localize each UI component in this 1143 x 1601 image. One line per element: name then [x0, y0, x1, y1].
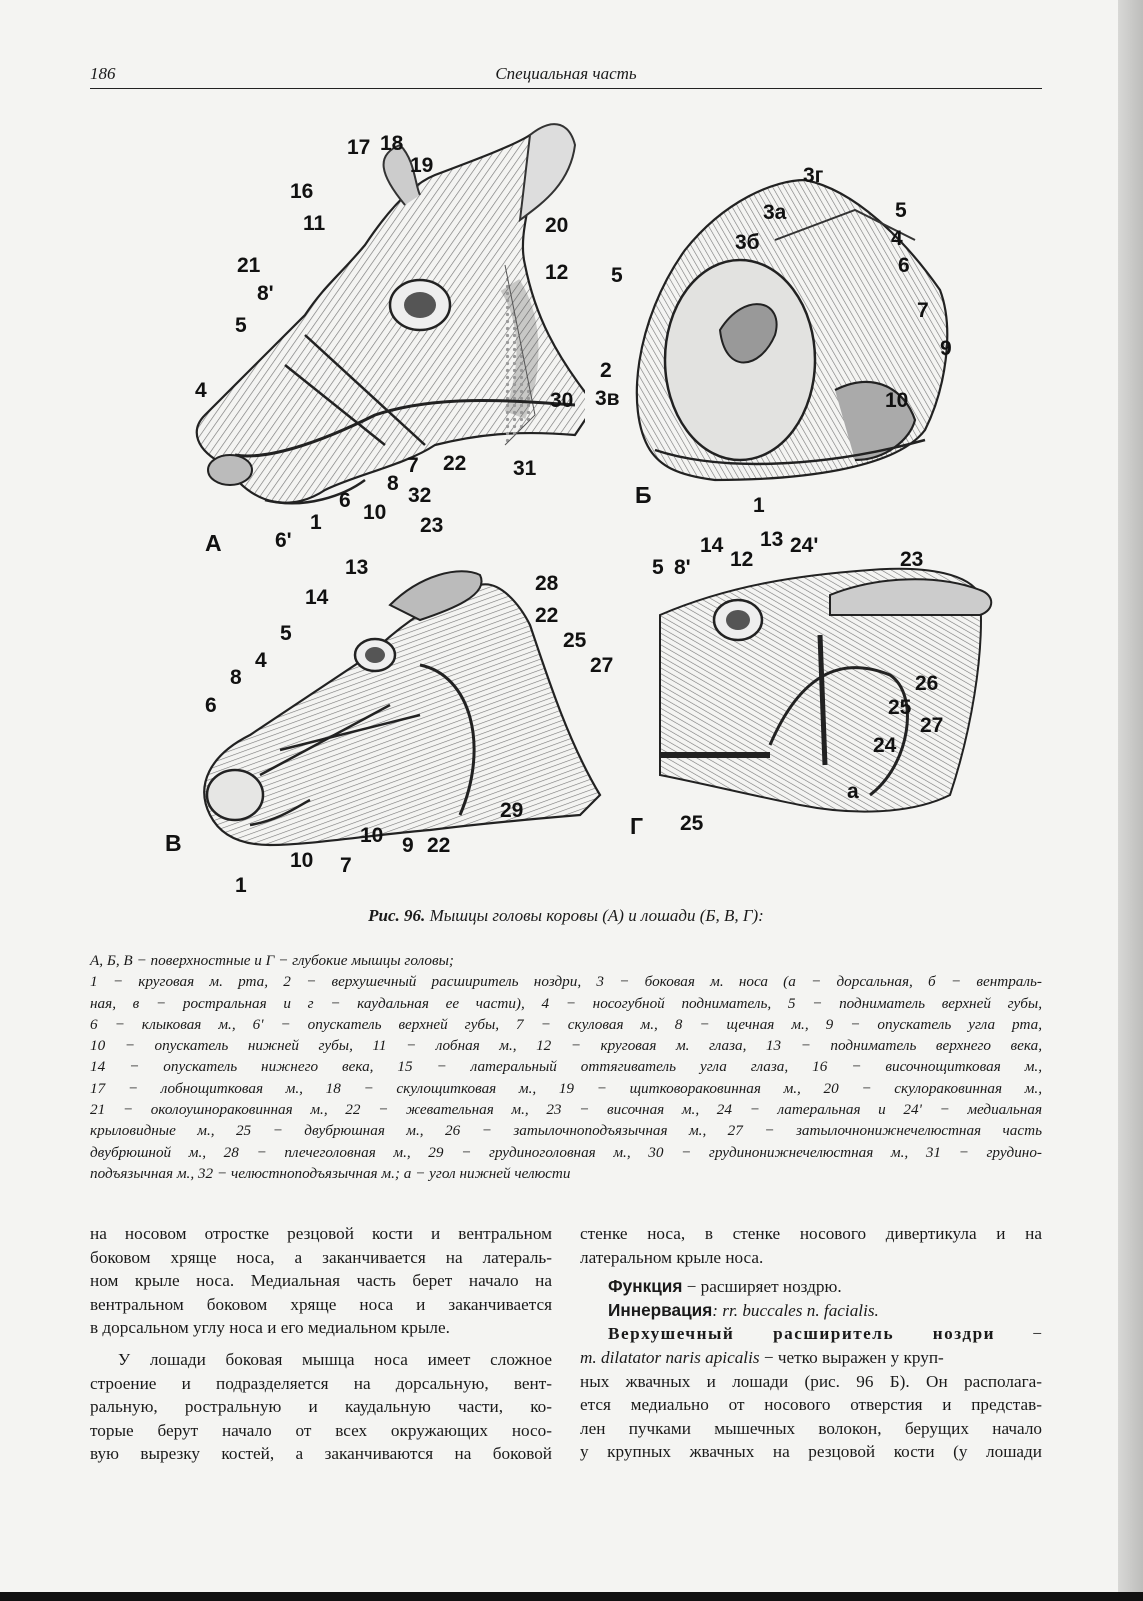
label-20: 20: [545, 214, 569, 237]
scan-right-edge: [1118, 0, 1143, 1601]
label-2-b: 2: [600, 359, 612, 382]
function-label: Функция: [608, 1276, 683, 1297]
label-5-g: 5: [652, 556, 664, 579]
text-line: боковом хряще носа, а заканчивается на латераль-: [90, 1247, 552, 1267]
label-6-v: 6: [205, 694, 217, 717]
page-number: 186: [90, 64, 116, 83]
section-title: Специальная часть: [495, 64, 637, 83]
label-5-b2: 5: [611, 264, 623, 287]
legend-line: 14 − опускатель нижнего века, 15 − латеральный оттягиватель угла глаза, 16 − височнощитковая м.,: [90, 1058, 1042, 1076]
panel-b-horse-muzzle: [595, 160, 975, 520]
label-22-v: 22: [535, 604, 559, 627]
label-31: 31: [513, 457, 537, 480]
term-title: Верхушечный расширитель ноздри: [608, 1324, 996, 1344]
label-21: 12: [545, 261, 569, 284]
label-10-b: 10: [885, 389, 909, 412]
label-a-g: а: [847, 780, 859, 803]
label-11: 11: [303, 212, 326, 235]
label-9-v: 9: [402, 834, 414, 857]
label-14-g: 14: [700, 534, 724, 557]
legend-line: крыловидные м., 25 − двубрюшная м., 26 − затылочноподъязычная м., 27 − затылочнонижнечелюстная часть: [90, 1122, 1042, 1140]
text-line: строение и подразделяется на дорсальную, вент-: [90, 1373, 552, 1393]
label-16: 16: [290, 180, 314, 203]
label-4-v: 4: [255, 649, 267, 672]
label-28-v: 28: [535, 572, 559, 595]
label-12: 21: [237, 254, 261, 277]
label-10-v: 10: [360, 824, 384, 847]
label-18: 18: [380, 132, 404, 155]
text-line: ных жвачных и лошади (рис. 96 Б). Он располага-: [580, 1371, 1042, 1391]
legend-line: 1 − круговая м. рта, 2 − верхушечный расширитель ноздри, 3 − боковая м. носа (а − дорсальная, б − вентраль-: [90, 973, 1042, 991]
label-1-v: 1: [235, 874, 247, 897]
legend-line: ная, в − ростральная и г − каудальная ее части), 4 − носогубной подниматель, 5 − подниматель верхней губы,: [90, 994, 1042, 1012]
figure-96: [90, 110, 1042, 910]
label-3v: 3в: [595, 387, 620, 410]
legend-line: 21 − околоушнораковинная м., 22 − жевательная м., 23 − височная м., 24 − латеральная и 24' − медиальная: [90, 1101, 1042, 1119]
label-8-v: 8: [230, 666, 242, 689]
figure-caption-title: [90, 906, 1042, 926]
figure-legend: [90, 950, 1042, 1184]
label-1: 1: [310, 511, 322, 534]
label-1-b: 1: [753, 494, 765, 517]
text-line: ется медиально от носового отверстия и представ-: [580, 1395, 1042, 1415]
label-13-v: 13: [345, 556, 369, 579]
label-12-g: 12: [730, 548, 754, 571]
label-7-b: 7: [917, 299, 929, 322]
label-25-g2: 25: [680, 812, 704, 835]
label-13-g: 13: [760, 528, 784, 551]
text-line: на носовом отростке резцовой кости и вентральном: [90, 1224, 552, 1243]
label-7-v: 7: [340, 854, 352, 877]
label-24prime-g: 24': [790, 534, 819, 557]
panel-v-horse-head: [190, 515, 640, 905]
running-head: [90, 62, 1042, 89]
label-22: 22: [443, 452, 467, 475]
text-line: ральную, ростральную и каудальную части, ко-: [90, 1397, 552, 1417]
horse-head-illustration: [190, 515, 640, 905]
label-25-v: 25: [563, 629, 587, 652]
label-4-b: 4: [891, 227, 903, 250]
figure-number: Рис. 96.: [368, 906, 426, 925]
horse-deep-illustration: [650, 535, 1040, 855]
innervation-text: : rr. buccales n. facialis.: [712, 1300, 879, 1320]
label-10: 10: [363, 501, 387, 524]
label-5-b: 5: [895, 199, 907, 222]
legend-line: 17 − лобнощитковая м., 18 − скулощитковая м., 19 − щитковораковинная м., 20 − скулораковинная м.,: [90, 1079, 1042, 1097]
label-7: 7: [407, 454, 419, 477]
label-23-v: 23: [420, 514, 444, 537]
label-6prime: 6': [275, 529, 292, 552]
text-line: вую вырезку костей, а заканчиваются на боковой: [90, 1444, 552, 1464]
label-32: 32: [408, 484, 432, 507]
text-line: торые берут начало от всех окружающих носо-: [90, 1420, 552, 1440]
label-8prime: 8': [257, 282, 274, 305]
term-heading-line: [580, 1322, 1042, 1346]
text-line: У лошади боковая мышца носа имеет сложное: [118, 1349, 552, 1369]
innervation-label: Иннервация: [608, 1299, 713, 1320]
text-line: стенке носа, в стенке носового дивертикула и на: [580, 1224, 1042, 1243]
legend-line: А, Б, В − поверхностные и Г − глубокие мышцы головы;: [90, 952, 454, 969]
label-22-v2: 22: [427, 834, 451, 857]
panel-a-cow-head: [175, 115, 585, 552]
text-line: латеральном крыле носа.: [580, 1247, 764, 1267]
body-column-left: [90, 1222, 552, 1466]
label-27-v: 27: [590, 654, 614, 677]
text-line: ном крыле носа. Медиальная часть берет начало на: [90, 1271, 552, 1291]
legend-line: двубрюшной м., 28 − плечеголовная м., 29 − грудиноголовная м., 30 − грудинонижнечелюстная м., 31 − грудино-: [90, 1143, 1042, 1161]
label-27-g: 27: [920, 714, 944, 737]
body-column-right: [580, 1222, 1042, 1464]
label-30: 30: [550, 389, 574, 412]
term-dash: −: [995, 1324, 1042, 1344]
panel-letter-a: А: [205, 530, 222, 556]
term-latin: m. dilatator naris apicalis: [580, 1347, 760, 1367]
legend-line: 6 − клыковая м., 6' − опускатель верхней губы, 7 − скуловая м., 8 − щечная м., 9 − опускатель угла рта,: [90, 1015, 1042, 1033]
label-17: 17: [347, 136, 371, 159]
label-8: 8: [387, 472, 399, 495]
innervation-line: [580, 1299, 1042, 1323]
panel-letter-g: Г: [630, 813, 644, 839]
label-6: 6: [339, 489, 351, 512]
term-latin-line: [580, 1346, 1042, 1370]
function-line: [580, 1275, 1042, 1299]
figure-title: Мышцы головы коровы (А) и лошади (Б, В, Г):: [429, 906, 764, 925]
function-text: − расширяет ноздрю.: [682, 1277, 842, 1297]
label-9-b: 9: [940, 337, 952, 360]
label-3b: 3б: [735, 231, 760, 254]
label-25-g: 25: [888, 696, 912, 719]
panel-letter-v: В: [165, 830, 182, 856]
text-line: у крупных жвачных на резцовой кости (у лошади: [580, 1442, 1042, 1462]
label-14-v: 14: [305, 586, 329, 609]
label-3g: 3г: [803, 164, 824, 187]
text-line: в дорсальном углу носа и его медиальном крыле.: [90, 1318, 450, 1338]
label-6-b: 6: [898, 254, 910, 277]
label-5-v: 5: [280, 622, 292, 645]
term-rest: − четко выражен у круп-: [759, 1347, 944, 1367]
legend-line: подъязычная м., 32 − челюстноподъязычная м.; а − угол нижней челюсти: [90, 1164, 571, 1182]
legend-line: 10 − опускатель нижней губы, 11 − лобная м., 12 − круговая м. глаза, 13 − подниматель верхнего века,: [90, 1037, 1042, 1055]
label-29-v: 29: [500, 799, 524, 822]
text-line: вентральном боковом хряще носа и заканчивается: [90, 1294, 552, 1314]
scan-bottom-edge: [0, 1592, 1143, 1601]
label-8prime-g: 8': [674, 556, 691, 579]
label-19: 19: [410, 154, 434, 177]
label-26-g: 26: [915, 672, 939, 695]
text-line: лен пучками мышечных волокон, берущих начало: [580, 1418, 1042, 1438]
label-3a: 3а: [763, 201, 787, 224]
label-24-g: 24: [873, 734, 897, 757]
label-10-v2: 10: [290, 849, 314, 872]
panel-letter-b: Б: [635, 482, 652, 508]
label-4: 4: [195, 379, 207, 402]
panel-g-horse-deep: [650, 528, 1040, 855]
label-5: 5: [235, 314, 247, 337]
label-23-g: 23: [900, 548, 924, 571]
